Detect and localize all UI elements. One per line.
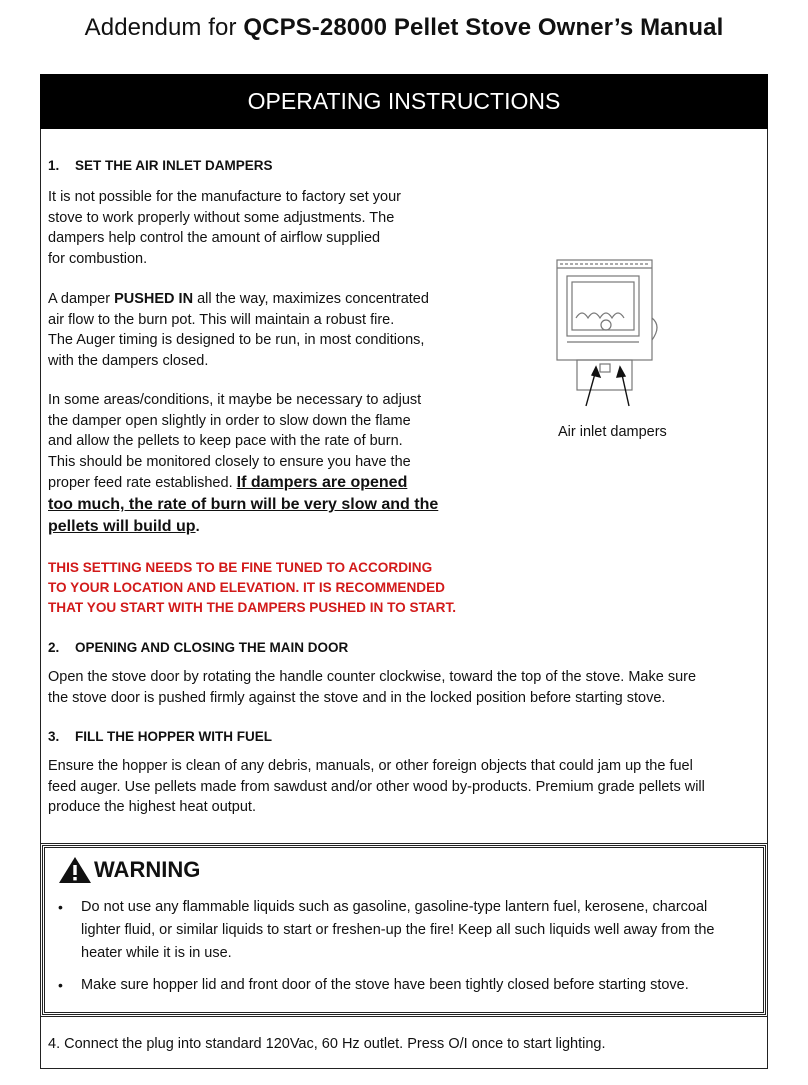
section1-para3: In some areas/conditions, it maybe be necessary to adjust the damper open slightly in order to slow down the flame and allow the pellets to keep pace with the rate of burn. This should be monitored closely to ensure you have the proper feed rate established. If dampers are opened too much, the rate of burn will be very slow and the pellets will build up. [48,392,439,536]
damper-arrows [586,367,629,406]
warning-bullet-1: • Do not use any flammable liquids such as gasoline, gasoline-type lantern fuel, kerosene, charcoal lighter fluid, or similar liquids to start or freshen-up the fire! Keep all such liquids well away from the heater while it is in use. [58,899,715,961]
section4-text: 4. Connect the plug into standard 120Vac, 60 Hz outlet. Press O/I once to start lighting. [48,1036,606,1052]
warning-triangle-icon [58,856,92,884]
section1-para1: It is not possible for the manufacture to factory set your stove to work properly without some adjustments. The dampers help control the amount of airflow supplied for combustion. [48,189,402,267]
section2-heading: 2. OPENING AND CLOSING THE MAIN DOOR [48,640,349,655]
section1-para2: A damper PUSHED IN all the way, maximizes concentrated air flow to the burn pot. This will maintain a robust fire. The Auger timing is designed to be run, in most conditions, with the dampers closed. [48,291,429,369]
section-banner: OPERATING INSTRUCTIONS [40,74,768,129]
stove-illustration [530,230,690,420]
figure-caption: Air inlet dampers [558,424,667,440]
document-title: Addendum for QCPS-28000 Pellet Stove Owner’s Manual [84,14,724,41]
section1-red-note: THIS SETTING NEEDS TO BE FINE TUNED TO ACCORDING TO YOUR LOCATION AND ELEVATION. IT IS RECOMMENDED THAT YOU START WITH THE DAMPERS PUSHED IN TO START. [48,560,457,615]
warning-bullet-2: • Make sure hopper lid and front door of the stove have been tightly closed before starting stove. [58,977,689,993]
warning-title: WARNING [58,856,200,884]
section3-heading: 3. FILL THE HOPPER WITH FUEL [48,729,272,744]
section3-body: Ensure the hopper is clean of any debris, manuals, or other foreign objects that could jam up the fuel feed auger. Use pellets made from sawdust and/or other wood by-products. Premium grade pellets will produce the highest heat output. [48,758,705,816]
section1-heading: 1. SET THE AIR INLET DAMPERS [48,158,273,173]
section2-body: Open the stove door by rotating the handle counter clockwise, toward the top of the stove. Make sure the stove door is pushed firmly against the stove and in the locked position before starting stove. [48,669,697,706]
